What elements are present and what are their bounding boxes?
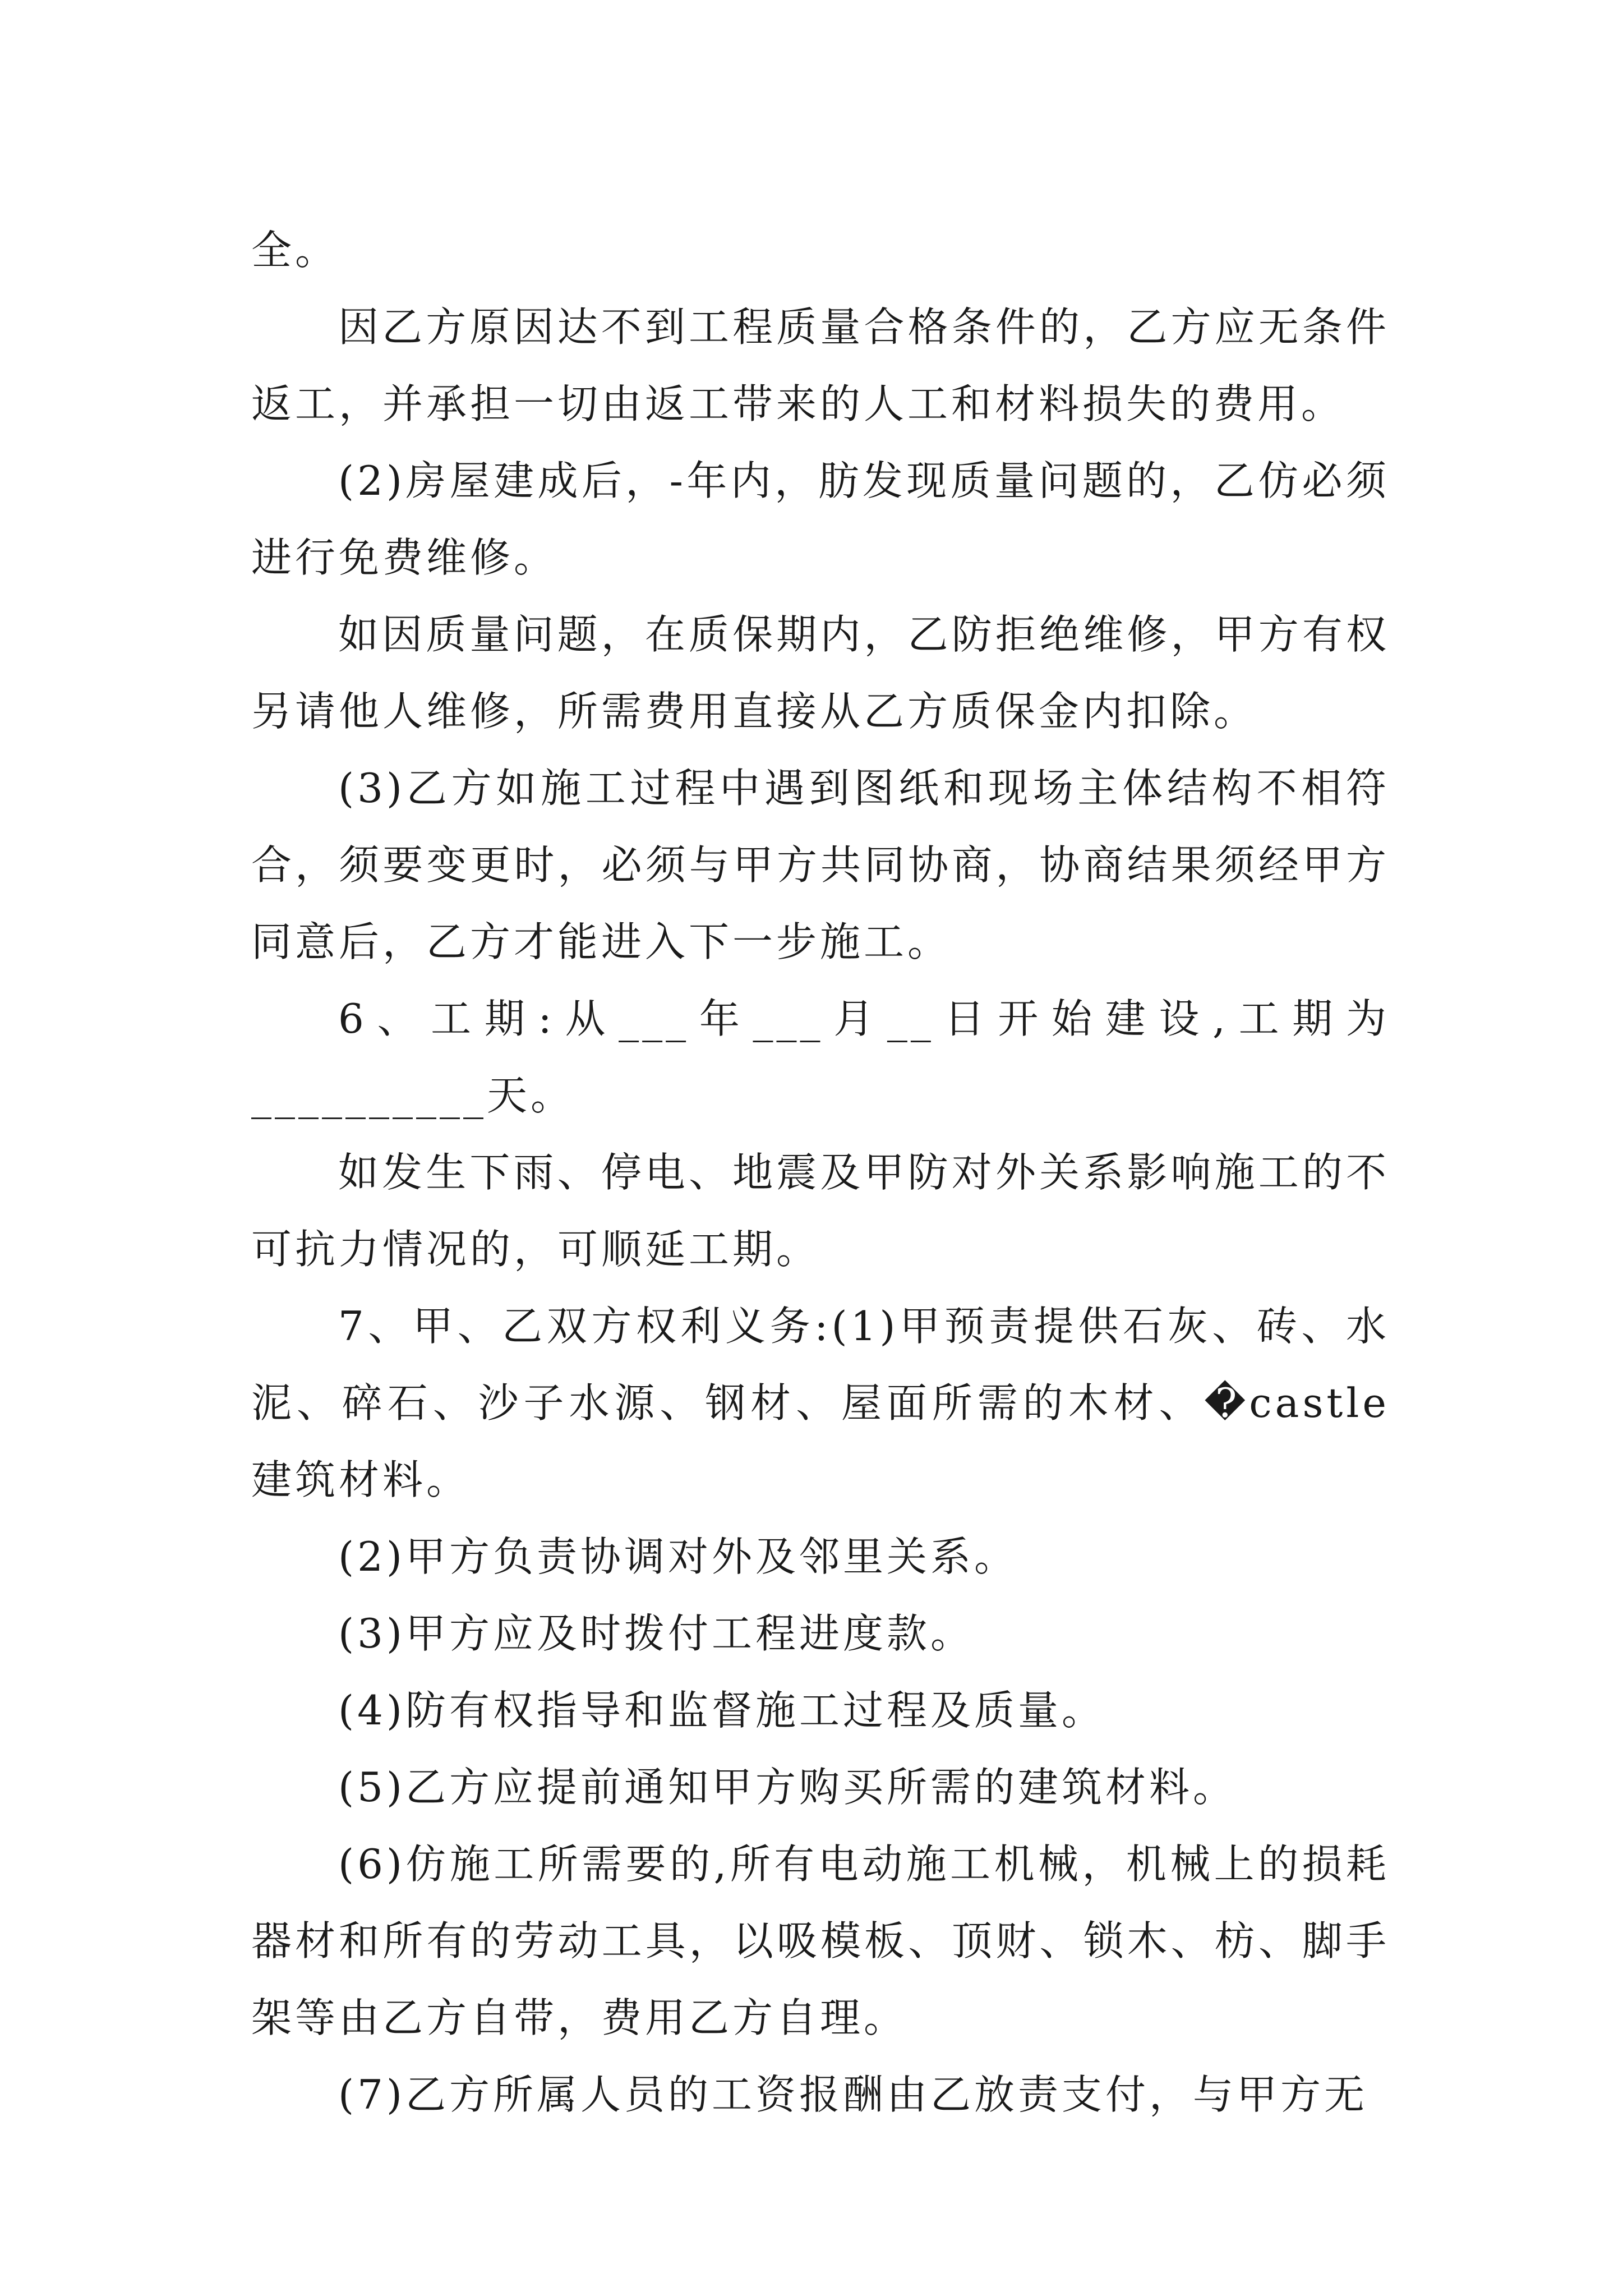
document-body bbox=[251, 212, 1390, 2133]
paragraph-8: 7、甲、乙双方权利义务:(1)甲预责提供石灰、砖、水泥、碎石、沙子水源、钢材、屋面所需的木材、�castle建筑材料。 bbox=[251, 1303, 1390, 1503]
paragraph-12: (5)乙方应提前通知甲方购买所需的建筑材料。 bbox=[338, 1764, 1237, 1811]
paragraph-13: (6)仿施工所需要的,所有电动施工机械，机械上的损耗器材和所有的劳动工具，以吸模板、顶财、锁木、枋、脚手架等由乙方自带，费用乙方自理。 bbox=[251, 1841, 1390, 2041]
paragraph-4: 如因质量问题，在质保期内，乙防拒绝维修，甲方有权另请他人维修，所需费用直接从乙方质保金内扣除。 bbox=[251, 611, 1390, 735]
paragraph-1: 全。 bbox=[251, 227, 339, 274]
paragraph-2: 因乙方原因达不到工程质量合格条件的，乙方应无条件返工，并承担一切由返工带来的人工和材料损失的费用。 bbox=[251, 303, 1390, 427]
paragraph-3: (2)房屋建成后，-年内，肪发现质量问题的，乙仿必须进行免费维修。 bbox=[251, 457, 1390, 581]
paragraph-5: (3)乙方如施工过程中遇到图纸和现场主体结构不相符合，须要变更时，必须与甲方共同协商，协商结果须经甲方同意后，乙方才能进入下一步施工。 bbox=[251, 765, 1390, 965]
paragraph-7: 如发生下雨、停电、地震及甲防对外关系影响施工的不可抗力情况的，可顺延工期。 bbox=[251, 1149, 1390, 1273]
paragraph-11: (4)防有权指导和监督施工过程及质量。 bbox=[338, 1687, 1105, 1734]
paragraph-14: (7)乙方所属人员的工资报酬由乙放责支付，与甲方无 bbox=[338, 2071, 1368, 2118]
paragraph-9: (2)甲方负责协调对外及邻里关系。 bbox=[338, 1533, 1018, 1580]
paragraph-6: 6、工期:从___年___月__日开始建设,工期为__________天。 bbox=[251, 995, 1390, 1119]
paragraph-10: (3)甲方应及时拨付工程进度款。 bbox=[338, 1610, 974, 1657]
